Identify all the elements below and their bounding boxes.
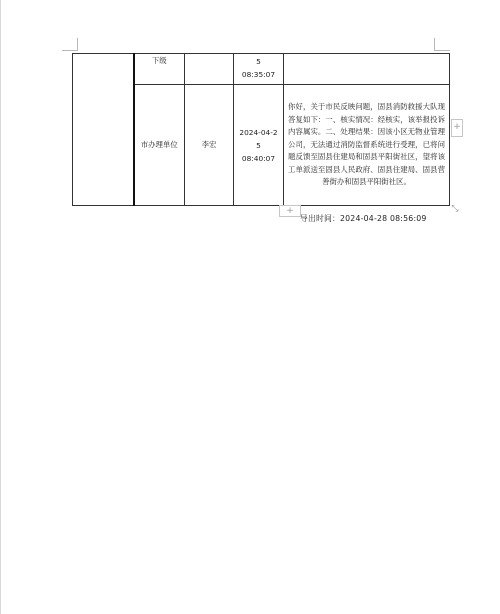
table-cell-handler-name[interactable]: 李宏	[185, 85, 234, 206]
table-cell-handler-level[interactable]: 下级	[134, 54, 185, 85]
table-cell-handler-unit[interactable]: 市办理单位	[134, 85, 185, 206]
table-cell-handler-name[interactable]	[185, 54, 234, 85]
crop-mark-top-left-vertical	[77, 38, 78, 51]
table-resize-icon[interactable]: ⤡	[451, 204, 459, 214]
add-row-plus-icon[interactable]: +	[279, 205, 301, 217]
page-edge	[0, 0, 1, 614]
add-column-plus-icon[interactable]: +	[451, 119, 463, 137]
time-line-2: 08:35:07	[241, 70, 276, 79]
time-line-2: 5	[256, 140, 261, 150]
table-row	[73, 54, 450, 85]
table-cell-blank[interactable]	[73, 54, 134, 206]
export-time: 导出时间：2024-04-28 08:56:09	[300, 214, 427, 223]
table-cell-reply-content[interactable]: 你好，关于市民反映问题，固县消防救援大队现答复如下：一、核实情况：经核实，该举报投诉内容属实。二、处理结果：因该小区无物业管理公司，无法通过消防监督系统进行受理，已将问题反馈至固县住建局和固县平阳街社区，望将该工单派送至固县人民政府、固县住建局、固县营善街办和固县平阳街社区。	[284, 85, 450, 206]
time-line-3: 08:40:07	[241, 153, 276, 163]
crop-mark-top-right-vertical	[434, 38, 435, 51]
document-table	[72, 53, 450, 206]
table-cell-content[interactable]	[284, 54, 450, 85]
crop-mark-top-left	[62, 50, 78, 51]
table-cell-time[interactable]	[234, 54, 284, 85]
time-line-1: 2024-04-2	[239, 127, 278, 137]
crop-mark-top-right	[434, 50, 450, 51]
table-cell-time[interactable]	[234, 85, 284, 206]
time-line-1: 5	[256, 57, 261, 66]
